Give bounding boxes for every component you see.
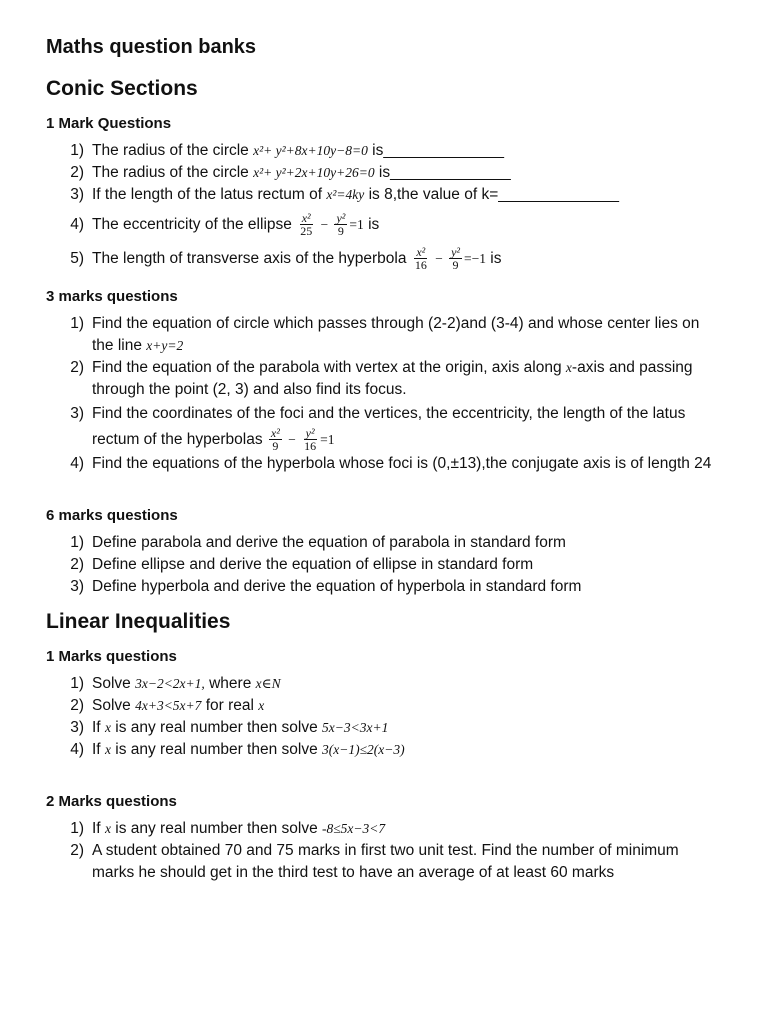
list-item: 2) Define ellipse and derive the equation of ellipse in standard form [70, 556, 534, 573]
list-item: 1) If x is any real number then solve -8≤5x−3<7 [70, 820, 386, 837]
list-conic-6-marks [46, 532, 722, 598]
subheading-linear-1-mark: 1 Marks questions [46, 648, 177, 665]
list-item: 4) The eccentricity of the ellipse $\frac{\text{x²}}{25}$ − $\frac{\text{y²}}{9}$ =1 is [70, 211, 380, 239]
list-item: 3) Define hyperbola and derive the equation of hyperbola in standard form [70, 578, 582, 595]
list-item: 2) Solve 4x+3<5x+7 for real x [70, 697, 265, 714]
list-item: 4) If x is any real number then solve 3(x−1)≤2(x−3) [70, 741, 405, 758]
list-item: 3) If x is any real number then solve 5x−3<3x+1 [70, 719, 389, 736]
fraction: $\frac{\text{y²}}{9}$ [336, 211, 346, 239]
list-item: 2) A student obtained 70 and 75 marks in first two unit test. Find the number of minimum marks he should get in the third test to have an average of at least 60 marks [70, 842, 679, 881]
list-item: 1) Solve 3x−2<2x+1, where x∈N [70, 675, 281, 692]
section-heading-conic: Conic Sections [46, 77, 198, 100]
list-conic-1-mark [46, 140, 722, 274]
subheading-conic-1-mark: 1 Mark Questions [46, 115, 172, 132]
list-item: 4) Find the equations of the hyperbola whose foci is (0,±13),the conjugate axis is of length 24 [70, 455, 712, 472]
subheading-linear-2-marks: 2 Marks questions [46, 793, 177, 810]
list-item: 1) The radius of the circle x²+ y²+8x+10y−8=0 is______________ [70, 142, 505, 159]
list-item: 1) Define parabola and derive the equation of parabola in standard form [70, 534, 566, 551]
list-item: 3) If the length of the latus rectum of x²=4ky is 8,the value of k=______________ [70, 186, 619, 203]
section-heading-linear: Linear Inequalities [46, 610, 231, 633]
list-item: 2) The radius of the circle x²+ y²+2x+10y+26=0 is______________ [70, 164, 511, 181]
fraction: $\frac{\text{x²}}{16}$ [414, 245, 427, 273]
fraction: $\frac{\text{x²}}{9}$ [270, 426, 280, 454]
list-conic-3-marks [46, 313, 722, 475]
list-item: 1) Find the equation of circle which passes through (2-2)and (3-4) and whose center lies on the line x+y=2 [70, 315, 700, 354]
list-item: 5) The length of transverse axis of the hyperbola $\frac{\text{x²}}{16}$ − $\frac{\text{y²}}{9}$ =−1 is [70, 245, 502, 273]
fraction: $\frac{\text{y²}}{16}$ [304, 426, 317, 454]
list-linear-1-mark [46, 673, 722, 761]
fraction: $\frac{\text{y²}}{9}$ [451, 245, 460, 273]
list-item: 2) Find the equation of the parabola with vertex at the origin, axis along x-axis and passing through the point (2, 3) and also find its focus. [70, 359, 693, 398]
page-title: Maths question banks [46, 36, 257, 58]
fraction: $\frac{\text{x²}}{25}$ [300, 211, 313, 239]
subheading-conic-3-marks: 3 marks questions [46, 288, 178, 305]
list-linear-2-marks [46, 818, 722, 884]
list-item: 3) Find the coordinates of the foci and the vertices, the eccentricity, the length of the latus rectum of the hyperbolas $\frac{\text{x²}}{9}$ − $\frac{\text{y²}}{16}$ =1 [70, 405, 686, 454]
subheading-conic-6-marks: 6 marks questions [46, 507, 178, 524]
